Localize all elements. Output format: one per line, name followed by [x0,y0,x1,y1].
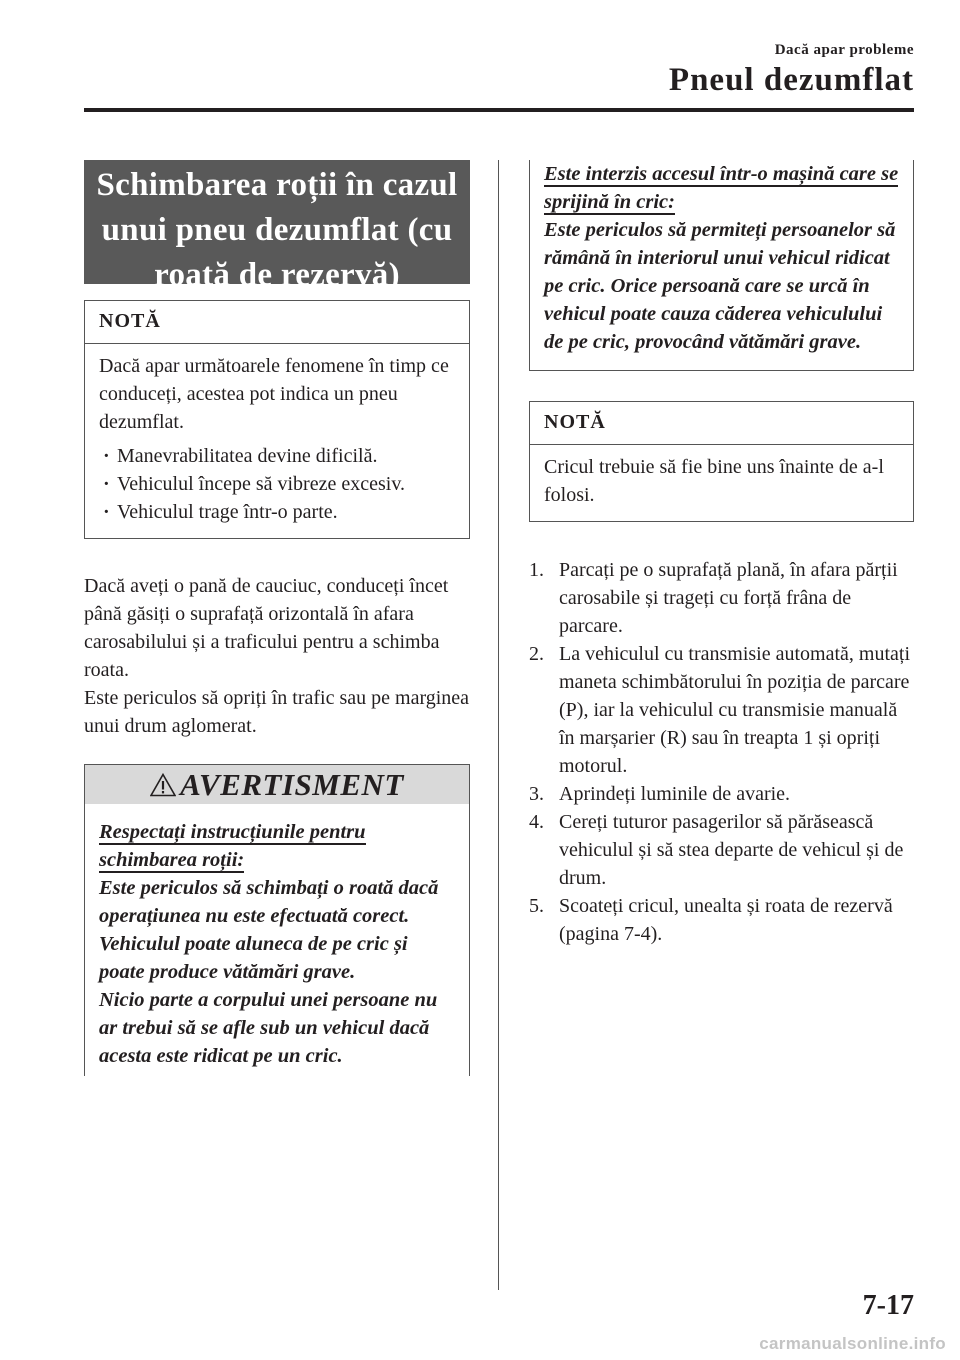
warning-text: Nicio parte a corpului unei persoane nu ar trebui să se afle sub un vehicul dacă acesta este ridicat pe un cric. [99,989,438,1067]
step-number: 4. [529,811,544,833]
step-text: La vehiculul cu transmisie automată, mutați maneta schimbătorului în poziția de parcare (P), iar la vehiculul cu transmisie manuală în marșarier (R) sau în treapta 1 și opriți motorul. [559,643,911,777]
warning-header [84,764,470,804]
note-list-item: · Manevrabilitatea devine dificilă. [99,442,455,470]
warning-label: AVERTISMENT [180,766,404,802]
step-item [529,892,914,948]
step-item [529,640,914,780]
step-item [529,556,914,640]
warning-triangle-icon [150,773,176,797]
note-list [99,442,455,526]
note-list-item: · Vehiculul trage într-o parte. [99,498,455,526]
body-paragraph: Este periculos să opriți în trafic sau pe marginea unui drum aglomerat. [84,687,470,737]
step-number: 1. [529,559,544,581]
warning-text: Este periculos să schimbați o roată dacă operațiunea nu este efectuată corect. Vehiculul poate aluneca de pe cric și poate produce vătămări grave. [99,877,439,983]
warning-subtitle: Este interzis accesul într-o mașină care se sprijină în cric: [544,163,899,213]
page-header-title: Pneul dezumflat [668,62,914,98]
warning-continued [529,160,914,371]
note-body [530,445,913,521]
step-text: Scoateți cricul, unealta și roata de rezervă (pagina 7-4). [559,895,893,945]
page-number: 7-17 [862,1290,914,1321]
warning-subtitle: Respectați instrucțiunile pentru schimbarea roții: [99,821,366,871]
step-number: 2. [529,643,544,665]
step-item [529,780,914,808]
body-paragraph: Dacă aveți o pană de cauciuc, conduceți încet până găsiți o suprafață orizontală în afara carosabilului și a traficului pentru a schimba roata. [84,575,449,681]
right-column [529,160,914,948]
note-list-item: · Vehiculul începe să vibreze excesiv. [99,470,455,498]
page-header-section: Dacă apar probleme [774,42,914,58]
note-body [85,344,469,538]
left-column [84,160,470,1076]
step-text: Cereți tuturor pasagerilor să părăsească vehiculul și să stea departe de vehicul și de drum. [559,811,904,889]
step-text: Parcați pe o suprafață plană, în afara părții carosabile și trageți cu forță frâna de parcare. [559,559,898,637]
step-item [529,808,914,892]
step-number: 3. [529,783,544,805]
warning-body [85,804,469,1076]
note-box [529,401,914,522]
watermark: carmanualsonline.info [759,1334,946,1353]
note-intro: Dacă apar următoarele fenomene în timp ce conduceți, acestea pot indica un pneu dezumflat. [99,355,449,433]
header-rule [84,108,914,112]
warning-box [84,764,470,1076]
step-text: Aprindeți luminile de avarie. [559,783,791,805]
note-text: Cricul trebuie să fie bine uns înainte de a-l folosi. [544,456,884,506]
note-heading: NOTĂ [530,402,913,445]
warning-text: Este periculos să permiteți persoanelor să rămână în interiorul unui vehicul ridicat pe cric. Orice persoană care se urcă în vehicul poate cauza căderea vehiculului de pe cric, provocând vătămări grave. [544,219,896,353]
step-number: 5. [529,895,544,917]
note-heading: NOTĂ [85,301,469,344]
section-title: Schimbarea roții în cazul unui pneu dezumflat (cu roată de rezervă) [84,160,470,284]
steps-list [529,556,914,948]
note-box [84,300,470,539]
column-divider [498,160,499,1290]
